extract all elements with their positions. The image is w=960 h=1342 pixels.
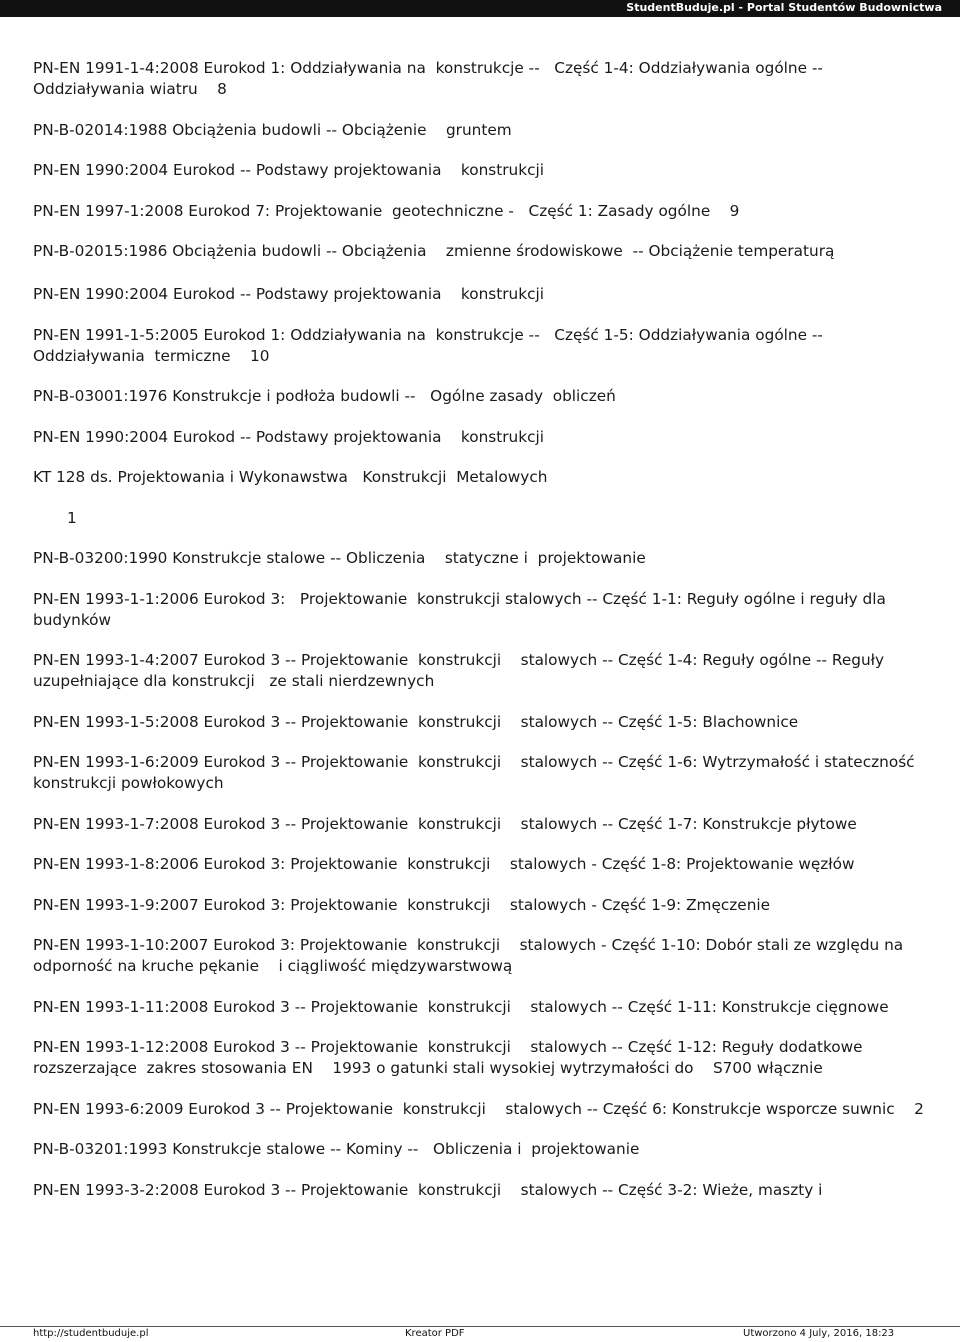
standard-entry: PN-EN 1993-1-8:2006 Eurokod 3: Projektowanie konstrukcji stalowych - Część 1-8: Projektowanie węzłów: [33, 855, 855, 873]
page-number: 1: [67, 508, 77, 527]
footer-created-date: Utworzono 4 July, 2016, 18:23: [743, 1328, 895, 1339]
standard-entry: PN-B-02014:1988 Obciążenia budowli -- Obciążenie gruntem: [33, 120, 512, 139]
standard-entry: PN-EN 1990:2004 Eurokod -- Podstawy projektowania konstrukcji: [33, 427, 545, 446]
standard-entry: PN-EN 1993-1-4:2007 Eurokod 3 -- Projektowanie konstrukcji stalowych -- Część 1-4: Reguły ogólne -- Reguły uzupełniające dla konstrukcji ze stali nierdzewnych: [33, 651, 894, 690]
standard-entry: PN-EN 1993-1-10:2007 Eurokod 3: Projektowanie konstrukcji stalowych - Część 1-10: Dobór stali ze względu na odporność na kruche pękanie i ciągliwość międzywarstwową: [33, 936, 913, 975]
document-body: [33, 58, 938, 1220]
standard-entry: PN-EN 1993-1-7:2008 Eurokod 3 -- Projektowanie konstrukcji stalowych -- Część 1-7: Konstrukcje płytowe: [33, 814, 857, 833]
standard-entry: PN-B-03201:1993 Konstrukcje stalowe -- Kominy -- Obliczenia i projektowanie: [33, 1140, 640, 1158]
standard-entry: PN-EN 1993-1-6:2009 Eurokod 3 -- Projektowanie konstrukcji stalowych -- Część 1-6: Wytrzymałość i stateczność konstrukcji powłokowych: [33, 753, 925, 792]
standard-entry: PN-B-02015:1986 Obciążenia budowli -- Obciążenia zmienne środowiskowe -- Obciążenie temperaturą: [33, 242, 835, 260]
standard-entry: PN-EN 1991-1-4:2008 Eurokod 1: Oddziaływania na konstrukcje -- Część 1-4: Oddziaływania ogólne -- Oddziaływania wiatru 8: [33, 59, 828, 98]
standard-entry: PN-EN 1993-3-2:2008 Eurokod 3 -- Projektowanie konstrukcji stalowych -- Część 3-2: Wieże, maszty i: [33, 1180, 823, 1199]
footer-url-link[interactable]: http://studentbuduje.pl: [33, 1328, 149, 1339]
standard-entry: PN-EN 1991-1-5:2005 Eurokod 1: Oddziaływania na konstrukcje -- Część 1-5: Oddziaływania ogólne -- Oddziaływania termiczne 10: [33, 325, 828, 365]
standard-entry: PN-EN 1993-1-1:2006 Eurokod 3: Projektowanie konstrukcji stalowych -- Część 1-1: Reguły ogólne i reguły dla budynków: [33, 589, 906, 629]
header-bar: [0, 0, 960, 17]
site-title: StudentBuduje.pl - Portal Studentów Budownictwa: [626, 1, 942, 14]
standard-entry: PN-EN 1993-1-12:2008 Eurokod 3 -- Projektowanie konstrukcji stalowych -- Część 1-12: Reguły dodatkowe rozszerzające zakres stosowania EN 1993 o gatunki stali wysokiej wytrzymałości do S700 włącznie: [33, 1038, 868, 1077]
footer-creator: Kreator PDF: [405, 1328, 465, 1339]
standard-entry: PN-EN 1993-1-9:2007 Eurokod 3: Projektowanie konstrukcji stalowych - Część 1-9: Zmęczenie: [33, 895, 771, 914]
standard-entry: PN-EN 1993-1-11:2008 Eurokod 3 -- Projektowanie konstrukcji stalowych -- Część 1-11: Konstrukcje cięgnowe: [33, 997, 889, 1016]
page-footer: [0, 1326, 960, 1342]
standard-entry: PN-EN 1997-1:2008 Eurokod 7: Projektowanie geotechniczne - Część 1: Zasady ogólne 9: [33, 201, 740, 220]
standard-entry: PN-EN 1990:2004 Eurokod -- Podstawy projektowania konstrukcji: [33, 285, 545, 303]
standard-entry: PN-EN 1993-6:2009 Eurokod 3 -- Projektowanie konstrukcji stalowych -- Część 6: Konstrukcje wsporcze suwnic 2: [33, 1099, 924, 1118]
standard-entry: PN-EN 1993-1-5:2008 Eurokod 3 -- Projektowanie konstrukcji stalowych -- Część 1-5: Blachownice: [33, 712, 799, 731]
standard-entry: PN-B-03001:1976 Konstrukcje i podłoża budowli -- Ogólne zasady obliczeń: [33, 387, 616, 405]
committee-heading: KT 128 ds. Projektowania i Wykonawstwa Konstrukcji Metalowych: [33, 468, 548, 486]
standard-entry: PN-EN 1990:2004 Eurokod -- Podstawy projektowania konstrukcji: [33, 161, 545, 179]
standard-entry: PN-B-03200:1990 Konstrukcje stalowe -- Obliczenia statyczne i projektowanie: [33, 549, 646, 567]
